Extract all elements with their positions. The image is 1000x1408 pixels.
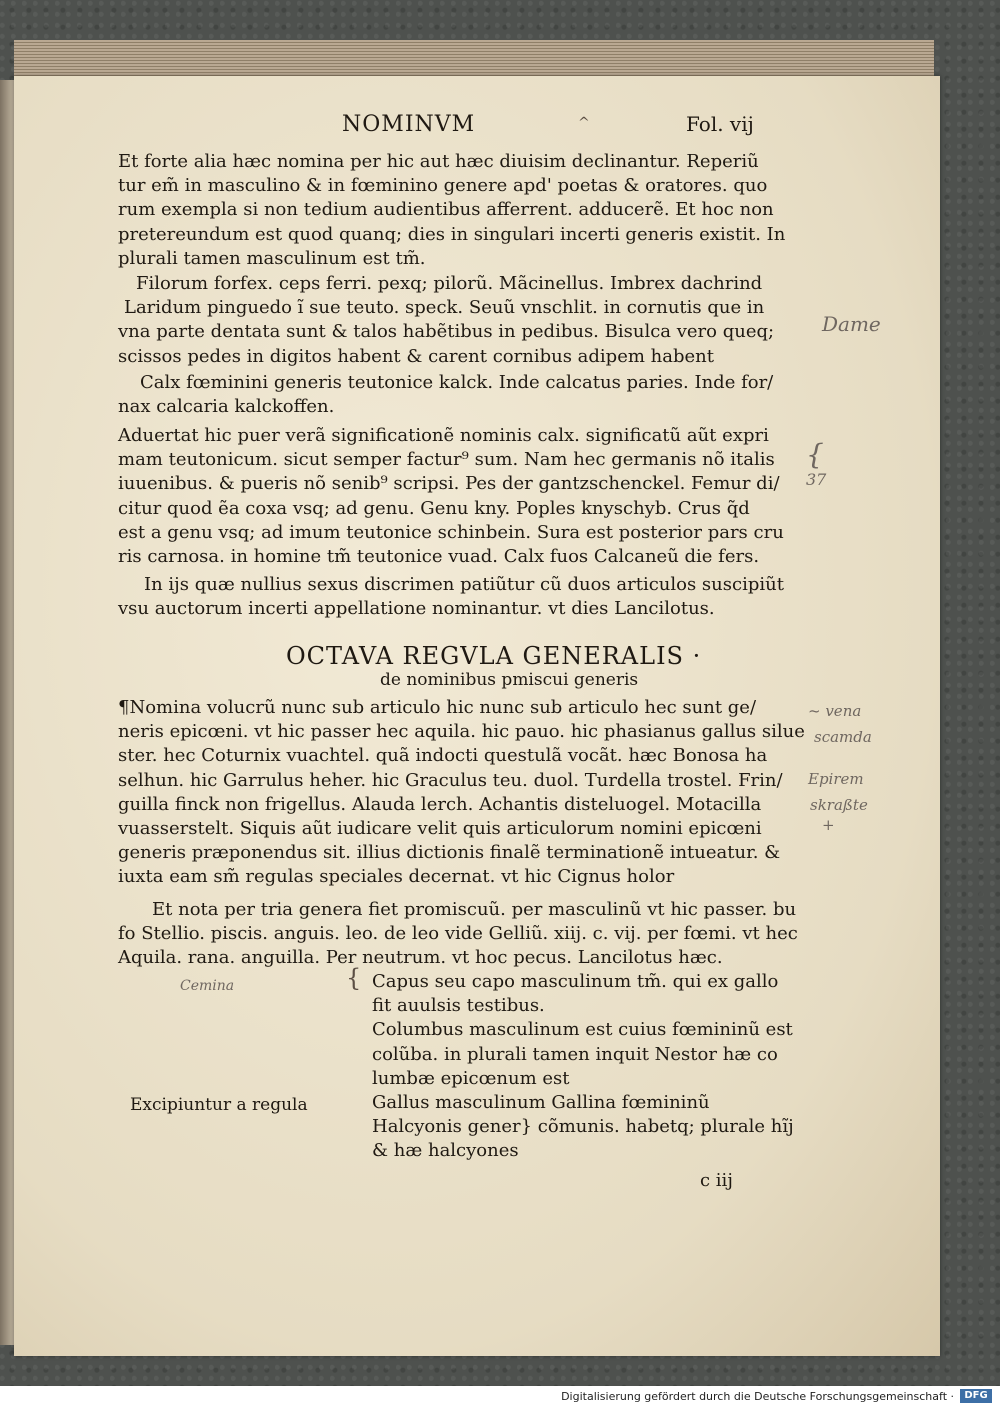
rule-title: OCTAVA REGVLA GENERALIS [286,642,684,670]
text-line: iuuenibus. & pueris nõ senib⁹ scripsi. Pes der gantzschenckel. Femur di/ [118,473,780,495]
exception-line: lumbæ epicœnum est [372,1067,570,1089]
text-line: Calx fœminini generis teutonice kalck. Inde calcatus paries. Inde for/ [140,372,774,393]
text-line: tur em̃ in masculino & in fœminino genere apd' poetas & oratores. quo [118,175,768,197]
paragraph [118,696,818,890]
dfg-logo: DFG [960,1389,992,1403]
footer-bar [0,1386,1000,1408]
text-line: scissos pedes in digitos habent & carent cornibus adipem habent [118,345,714,367]
header-mark: ^ [578,115,590,131]
margin-note: ~ vena [808,702,862,720]
exception-line: fit auulsis testibus. [372,995,545,1017]
margin-note: Dame [822,312,881,336]
text-line: generis præponendus sit. illius dictionis finalẽ terminationẽ intueatur. & [118,842,781,864]
margin-note: Cemina [180,978,235,994]
paragraph [118,150,818,271]
exceptions-label: Excipiuntur a regula [130,1095,308,1115]
exception-line: Columbus masculinum est cuius fœmininũ est [372,1019,793,1041]
text-line: rum exempla si non tedium audientibus afferrent. adducerẽ. Et hoc non [118,199,774,221]
margin-note: Epirem [808,770,864,788]
brace-mark: { [346,964,362,992]
text-line: neris epicœni. vt hic passer hec aquila. hic pauo. hic phasianus gallus silue [118,721,805,743]
text-line: Et nota per tria genera fiet promiscuũ. per masculinũ vt hic passer. bu [152,899,797,920]
text-line: citur quod ẽa coxa vsq; ad genu. Genu kny. Poples knyschyb. Crus q̃d [118,497,750,519]
text-line: Laridum pinguedo ĩ sue teuto. speck. Seuũ vnschlit. in cornutis que in [124,297,765,319]
paragraph [118,898,818,971]
text-line: Aduertat hic puer verã significationẽ nominis calx. significatũ aũt expri [118,425,769,446]
margin-note: scamda [814,728,872,746]
text-line: mam teutonicum. sicut semper factur⁹ sum. Nam hec germanis nõ italis [118,449,775,471]
running-header: NOMINVM [342,112,476,137]
exception-line: Halcyonis gener} cõmunis. habetq; plurale hĩj [372,1116,794,1138]
text-line: selhun. hic Garrulus heher. hic Graculus teu. duol. Turdella trostel. Frin/ [118,769,783,791]
signature-mark: c iij [700,1170,733,1191]
exception-line: Gallus masculinum Gallina fœmininũ [372,1092,710,1114]
paragraph [118,371,818,419]
margin-brace: { [806,438,824,471]
text-line: ¶Nomina volucrũ nunc sub articulo hic nunc sub articulo hec sunt ge/ [118,697,757,718]
margin-note: + [822,816,835,834]
exception-line: Capus seu capo masculinum tm̃. qui ex gallo [372,971,779,992]
text-line: Filorum forfex. ceps ferri. pexq; pilorũ. Mãcinellus. Imbrex dachrind [136,273,763,294]
footer-credit: Digitalisierung gefördert durch die Deutsche Forschungsgemeinschaft · [561,1390,954,1403]
rule-subtitle: de nominibus pmiscui generis [380,670,639,690]
text-line: fo Stellio. piscis. anguis. leo. de leo vide Gelliũ. xiij. c. vij. per fœmi. vt hec [118,923,798,945]
text-line: est a genu vsq; ad imum teutonice schinbein. Sura est posterior pars cru [118,521,784,543]
text-line: Aquila. rana. anguilla. Per neutrum. vt hoc pecus. Lancilotus hæc. [118,947,723,969]
paragraph [118,272,818,369]
text-line: plurali tamen masculinum est tm̃. [118,247,426,269]
margin-note: 37 [806,470,827,489]
margin-note: skraßte [810,796,868,814]
paragraph [118,424,818,569]
text-line: pretereundum est quod quanq; dies in singulari incerti generis existit. In [118,223,786,245]
exceptions-list [372,970,822,1164]
exception-line: colũba. in plurali tamen inquit Nestor hæ co [372,1043,778,1065]
text-line: vna parte dentata sunt & talos habẽtibus in pedibus. Bisulca vero queq; [118,321,775,343]
text-line: guilla finck non frigellus. Alauda lerch. Achantis disteluogel. Motacilla [118,793,762,815]
rule-heading [286,642,701,670]
folio-number: Fol. vij [686,112,754,136]
text-line: vsu auctorum incerti appellatione nominantur. vt dies Lancilotus. [118,598,715,620]
exception-line: & hæ halcyones [372,1140,519,1162]
text-line: nax calcaria kalckoffen. [118,396,335,418]
text-line: Et forte alia hæc nomina per hic aut hæc diuisim declinantur. Reperiũ [118,151,759,172]
paragraph [118,573,818,621]
text-line: ster. hec Coturnix vuachtel. quã indocti questulã vocãt. hæc Bonosa ha [118,745,768,767]
text-line: iuxta eam sm̃ regulas speciales decernat. vt hic Cignus holor [118,866,675,888]
text-line: ris carnosa. in homine tm̃ teutonice vuad. Calx fuos Calcaneũ die fers. [118,546,760,568]
text-line: In ijs quæ nullius sexus discrimen patiũtur cũ duos articulos suscipiũt [144,574,784,595]
rule-dot: · [692,642,702,670]
text-line: vuasserstelt. Siquis aũt iudicare velit quis articulorum nomini epicœni [118,818,762,840]
